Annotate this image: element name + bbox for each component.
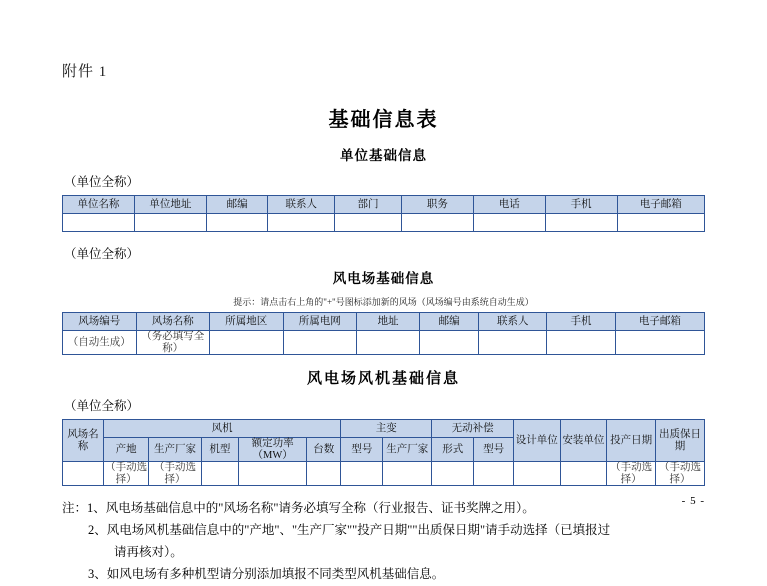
- column-header: 单位名称: [63, 196, 135, 214]
- column-header-rated-power: 额定功率（MW）: [239, 438, 307, 462]
- cell-note-warranty-date: （手动选择）: [656, 462, 705, 486]
- table-cell[interactable]: [357, 331, 420, 355]
- unit-full-name-label-2: （单位全称）: [64, 247, 140, 261]
- column-header-main-transformer: 主变: [341, 420, 432, 438]
- cell-note-full-name: （务必填写全称）: [136, 331, 210, 355]
- column-header-comp-form: 形式: [432, 438, 474, 462]
- table-cell[interactable]: [268, 214, 335, 232]
- table-cell[interactable]: [283, 331, 357, 355]
- column-header-reactive-comp: 无动补偿: [432, 420, 514, 438]
- column-header-warranty-date: 出质保日期: [656, 420, 705, 462]
- column-header-transformer-manufacturer: 生产厂家: [383, 438, 432, 462]
- footnote-2-cont: 请再核对）。: [114, 545, 183, 560]
- unit-full-name-label-3: （单位全称）: [64, 399, 140, 414]
- page-title: 基础信息表: [328, 109, 439, 131]
- column-header-production-date: 投产日期: [607, 420, 656, 462]
- farm-info-table: [62, 312, 705, 355]
- table-cell[interactable]: [210, 331, 284, 355]
- unit-section-title: 单位基础信息: [340, 148, 427, 163]
- column-header: 单位地址: [134, 196, 206, 214]
- table-header-row: [63, 313, 705, 331]
- column-header-install-unit: 安装单位: [560, 420, 607, 462]
- table-cell[interactable]: [560, 462, 607, 486]
- column-header: 邮编: [420, 313, 479, 331]
- table-row[interactable]: [63, 462, 705, 486]
- column-header: 电话: [473, 196, 545, 214]
- turbine-info-table: [62, 419, 705, 486]
- table-cell[interactable]: [201, 462, 238, 486]
- table-cell[interactable]: [341, 462, 383, 486]
- column-header: 职务: [401, 196, 473, 214]
- column-header: 手机: [547, 313, 615, 331]
- cell-note-manufacturer: （手动选择）: [149, 462, 201, 486]
- table-header-row-group: [63, 420, 705, 438]
- table-cell[interactable]: [420, 331, 479, 355]
- table-cell[interactable]: [239, 462, 307, 486]
- table-cell[interactable]: [479, 331, 547, 355]
- table-cell[interactable]: [547, 331, 615, 355]
- column-header: 电子邮箱: [615, 313, 704, 331]
- cell-note-origin: （手动选择）: [105, 462, 148, 485]
- page-number: - 5 -: [681, 495, 705, 507]
- column-header: 邮编: [206, 196, 268, 214]
- column-header-transformer-model: 型号: [341, 438, 383, 462]
- table-cell[interactable]: [63, 214, 135, 232]
- table-cell[interactable]: [383, 462, 432, 486]
- table-cell[interactable]: [63, 462, 104, 486]
- table-row[interactable]: [63, 331, 705, 355]
- farm-section-title: 风电场基础信息: [332, 271, 435, 286]
- table-header-row: [63, 196, 705, 214]
- table-cell[interactable]: [307, 462, 341, 486]
- table-cell[interactable]: [473, 214, 545, 232]
- column-header: 手机: [545, 196, 617, 214]
- column-header: 地址: [357, 313, 420, 331]
- unit-info-table: [62, 195, 705, 232]
- column-header: 风场编号: [63, 313, 137, 331]
- unit-full-name-label-1: （单位全称）: [64, 175, 140, 189]
- footnote-2: 2、风电场风机基础信息中的"产地"、"生产厂家""投产日期""出质保日期"请手动选择（已填报过: [88, 523, 611, 538]
- cell-note-auto-generated: （自动生成）: [63, 331, 137, 355]
- column-header: 联系人: [268, 196, 335, 214]
- column-header-farm-name: 风场名称: [63, 420, 104, 462]
- column-header-turbine: 风机: [103, 420, 340, 438]
- column-header-comp-model: 型号: [474, 438, 514, 462]
- footnote-1: 注：1、风电场基础信息中的"风场名称"请务必填写全称（行业报告、证书奖牌之用）。: [62, 501, 535, 516]
- cell-note-production-date: （手动选择）: [607, 462, 656, 486]
- footnotes: [62, 498, 705, 586]
- column-header: 部门: [335, 196, 402, 214]
- column-header-manufacturer: 生产厂家: [149, 438, 201, 462]
- column-header: 所属地区: [210, 313, 284, 331]
- column-header-design-unit: 设计单位: [514, 420, 561, 462]
- turbine-section-title: 风电场风机基础信息: [306, 371, 460, 388]
- column-header-origin: 产地: [103, 438, 148, 462]
- attachment-label: 附件 1: [62, 64, 108, 80]
- table-cell[interactable]: [335, 214, 402, 232]
- column-header: 风场名称: [136, 313, 210, 331]
- table-cell[interactable]: [545, 214, 617, 232]
- footnote-3: 3、如风电场有多种机型请分别添加填报不同类型风机基础信息。: [88, 566, 445, 581]
- table-cell[interactable]: [134, 214, 206, 232]
- table-cell[interactable]: [474, 462, 514, 486]
- column-header: 电子邮箱: [617, 196, 704, 214]
- table-cell[interactable]: [615, 331, 704, 355]
- table-cell[interactable]: [206, 214, 268, 232]
- table-row[interactable]: [63, 214, 705, 232]
- table-cell[interactable]: [432, 462, 474, 486]
- table-cell[interactable]: [617, 214, 704, 232]
- column-header: 联系人: [479, 313, 547, 331]
- column-header: 所属电网: [283, 313, 357, 331]
- table-cell[interactable]: [514, 462, 561, 486]
- farm-section-hint: 提示：请点击右上角的"+"号图标添加新的风场（风场编号由系统自动生成）: [233, 297, 534, 307]
- column-header-count: 台数: [307, 438, 341, 462]
- column-header-model: 机型: [201, 438, 238, 462]
- table-cell[interactable]: [401, 214, 473, 232]
